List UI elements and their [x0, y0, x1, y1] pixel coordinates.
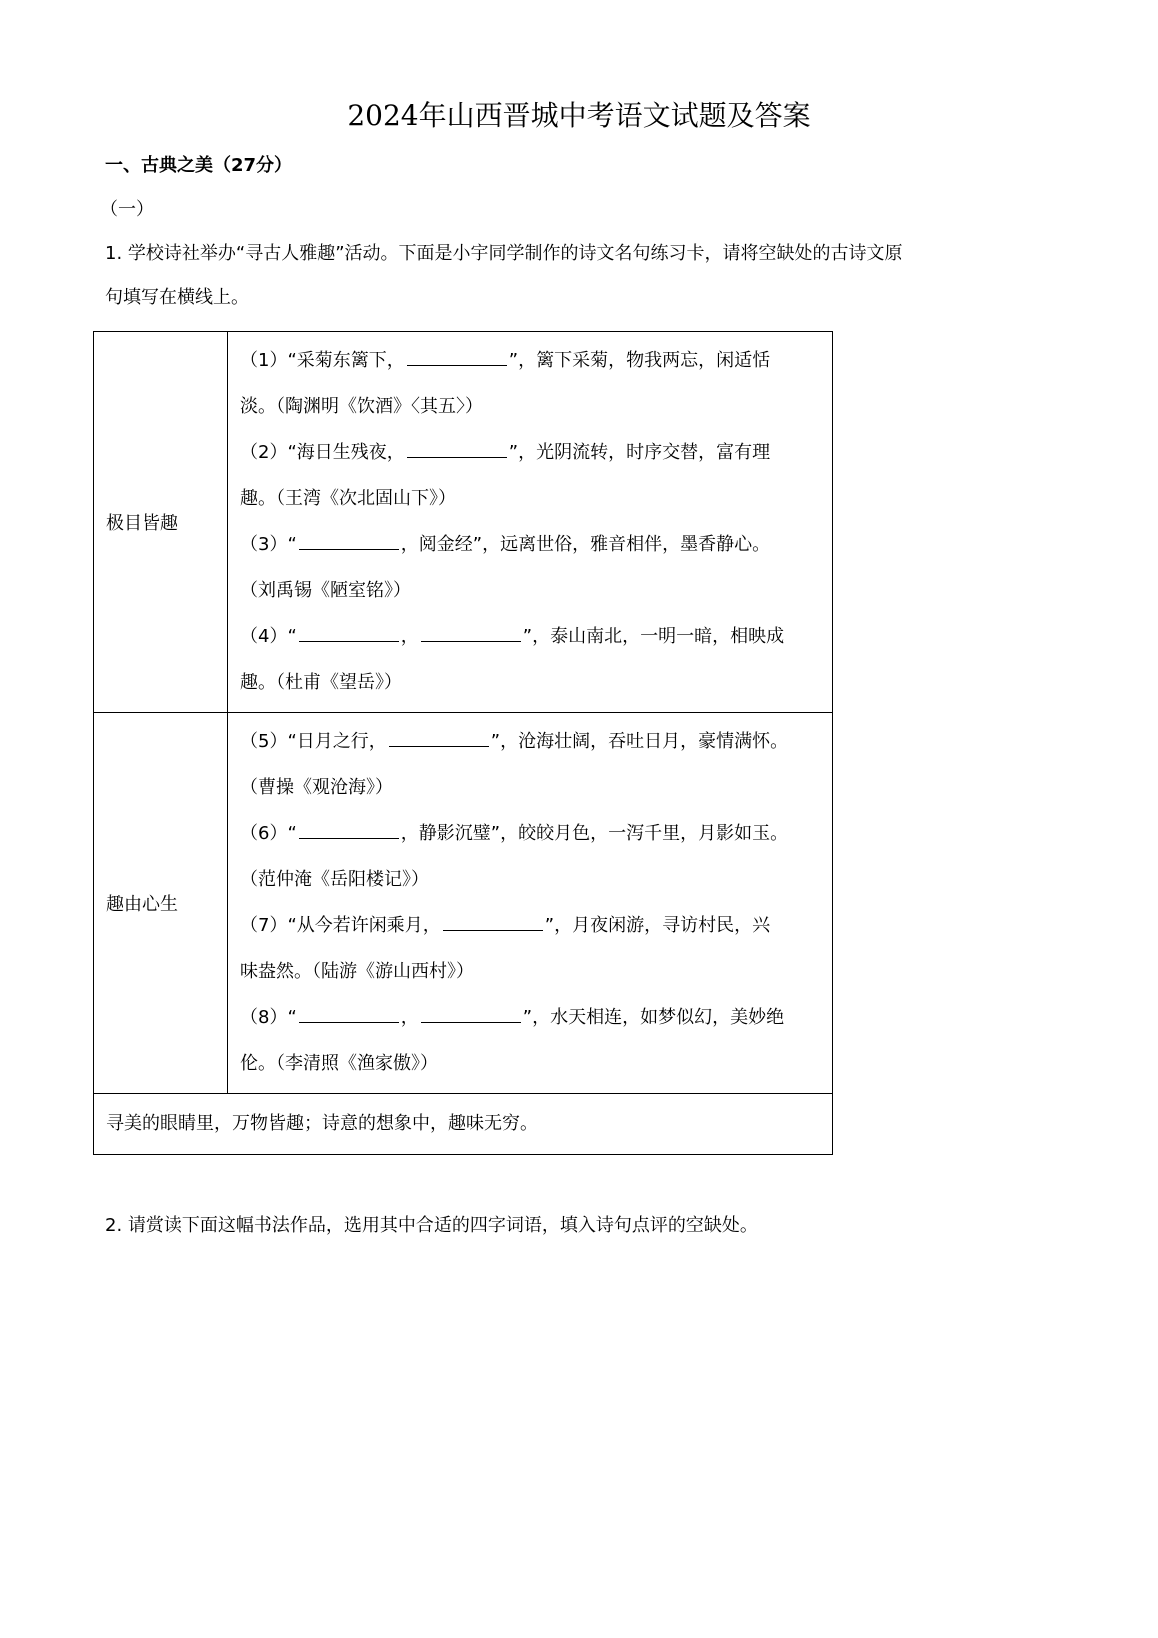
item-4-prefix: （4）“	[240, 626, 297, 647]
fill-item-1	[240, 338, 824, 384]
item-5-suffix: ”，沧海壮阔，吞吐日月，豪情满怀。	[490, 731, 789, 752]
category-cell-1: 极目皆趣	[94, 332, 228, 713]
fill-item-6	[240, 811, 824, 857]
question-2: 2. 请赏读下面这幅书法作品，选用其中合适的四字词语，填入诗句点评的空缺处。	[105, 1215, 758, 1236]
item-5-source: （曹操《观沧海》）	[240, 777, 393, 798]
question-1-line-2: 句填写在横线上。	[105, 287, 249, 308]
item-3-suffix: ，阅金经”，远离世俗，雅音相伴，墨香静心。	[400, 534, 771, 555]
fill-item-3	[240, 522, 824, 568]
item-8-suffix: ”，水天相连，如梦似幻，美妙绝	[522, 1007, 785, 1028]
answer-blank[interactable]	[299, 1004, 399, 1023]
item-2-prefix: （2）“海日生残夜，	[240, 442, 405, 463]
answer-blank[interactable]	[299, 623, 399, 642]
item-6-source: （范仲淹《岳阳楼记》）	[240, 869, 429, 890]
item-4-suffix: ”，泰山南北，一明一暗，相映成	[522, 626, 785, 647]
answer-blank[interactable]	[407, 439, 507, 458]
fill-item-4	[240, 614, 824, 660]
group1-items	[228, 332, 833, 713]
fill-item-7	[240, 903, 824, 949]
answer-blank[interactable]	[299, 531, 399, 550]
answer-blank[interactable]	[407, 347, 507, 366]
item-2-source: 趣。（王湾《次北固山下》）	[240, 488, 456, 509]
item-5-prefix: （5）“日月之行，	[240, 731, 387, 752]
card-footer: 寻美的眼睛里，万物皆趣；诗意的想象中，趣味无穷。	[94, 1094, 833, 1155]
item-1-suffix: ”，篱下采菊，物我两忘，闲适恬	[508, 350, 771, 371]
fill-item-8	[240, 995, 824, 1041]
item-7-source: 味盎然。（陆游《游山西村》）	[240, 961, 474, 982]
item-4-separator: ，	[400, 626, 419, 647]
section-heading: 一、古典之美（27分）	[105, 155, 293, 176]
answer-blank[interactable]	[443, 912, 543, 931]
answer-blank[interactable]	[299, 820, 399, 839]
item-4-source: 趣。（杜甫《望岳》）	[240, 672, 402, 693]
page-title: 2024年山西晋城中考语文试题及答案	[347, 99, 811, 132]
group2-items	[228, 713, 833, 1094]
item-7-suffix: ”，月夜闲游，寻访村民，兴	[544, 915, 771, 936]
category-cell-2: 趣由心生	[94, 713, 228, 1094]
item-1-prefix: （1）“采菊东篱下，	[240, 350, 405, 371]
fill-item-5	[240, 719, 824, 765]
question-1-line-1: 1. 学校诗社举办“寻古人雅趣”活动。下面是小宇同学制作的诗文名句练习卡，请将空缺处的古诗文原	[105, 243, 903, 264]
poetry-practice-card	[93, 331, 833, 1155]
answer-blank[interactable]	[421, 1004, 521, 1023]
item-8-separator: ，	[400, 1007, 419, 1028]
answer-blank[interactable]	[421, 623, 521, 642]
item-6-prefix: （6）“	[240, 823, 297, 844]
fill-item-2	[240, 430, 824, 476]
item-1-source: 淡。（陶渊明《饮酒》〈其五〉）	[240, 396, 483, 417]
item-8-prefix: （8）“	[240, 1007, 297, 1028]
subsection-heading: （一）	[100, 199, 154, 220]
item-7-prefix: （7）“从今若许闲乘月，	[240, 915, 441, 936]
item-6-suffix: ，静影沉璧”，皎皎月色，一泻千里，月影如玉。	[400, 823, 789, 844]
item-3-prefix: （3）“	[240, 534, 297, 555]
answer-blank[interactable]	[389, 728, 489, 747]
item-3-source: （刘禹锡《陋室铭》）	[240, 580, 411, 601]
item-8-source: 伦。（李清照《渔家傲》）	[240, 1053, 438, 1074]
item-2-suffix: ”，光阴流转，时序交替，富有理	[508, 442, 771, 463]
